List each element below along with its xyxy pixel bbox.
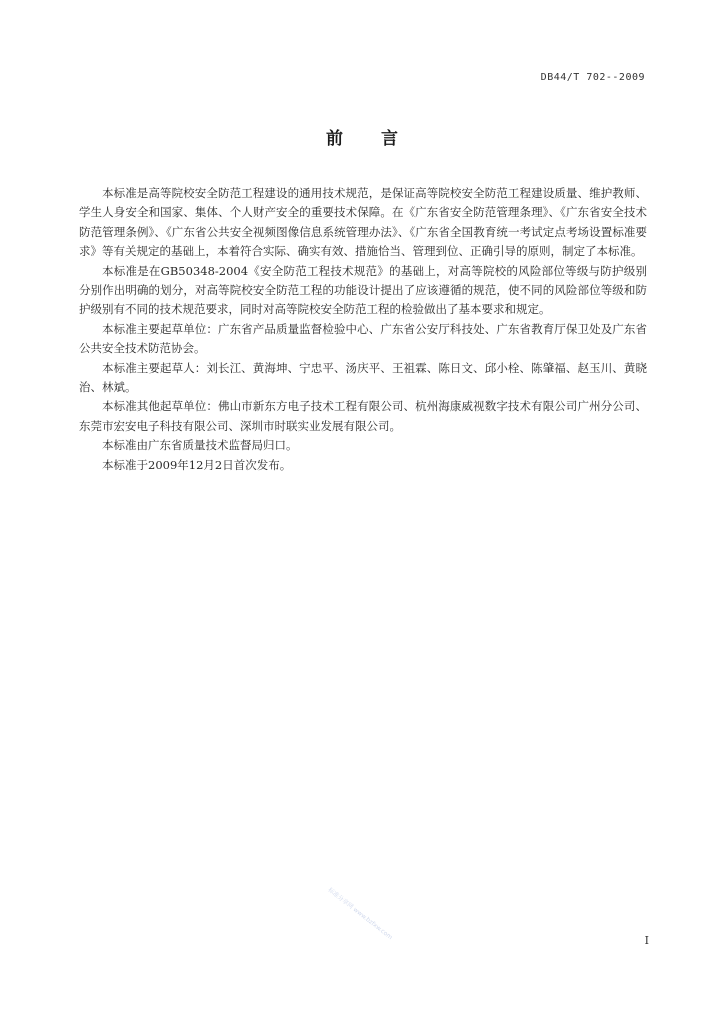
- watermark-stamp: 标准分享网 www.bzfxw.com: [326, 886, 394, 942]
- page-number: I: [644, 934, 649, 947]
- paragraph-purpose: 本标准是高等院校安全防范工程建设的通用技术规范，是保证高等院校安全防范工程建设质量、维护教师、学生人身安全和国家、集体、个人财产安全的重要技术保障。在《广东省安全防范管理条理》、《广东省安全技术防范管理条例》、《广东省公共安全视频图像信息系统管理办法》、《广东省全国教育统一考试定点考场设置标准要求》等有关规定的基础上，本着符合实际、确实有效、措施恰当、管理到位、正确引导的原则，制定了本标准。: [79, 186, 647, 259]
- page-title: 前言: [326, 129, 436, 149]
- foreword-body: [79, 184, 647, 475]
- paragraph-main-authors: 本标准主要起草人：刘长江、黄海坤、宁忠平、汤庆平、王祖霖、陈日文、邱小栓、陈肇福、赵玉川、黄晓治、林斌。: [79, 360, 647, 395]
- paragraph-basis: 本标准是在GB50348-2004《安全防范工程技术规范》的基础上，对高等院校的风险部位等级与防护级别分别作出明确的划分，对高等院校安全防范工程的功能设计提出了应该遵循的规范，使不同的风险部位等级和防护级别有不同的技术规范要求，同时对高等院校安全防范工程的检验做出了基本要求和规定。: [79, 263, 647, 317]
- paragraph-other-drafters: 本标准其他起草单位：佛山市新东方电子技术工程有限公司、杭州海康威视数字技术有限公司广州分公司、东莞市宏安电子科技有限公司、深圳市时联实业发展有限公司。: [79, 399, 647, 433]
- document-code: DB44/T 702--2009: [540, 72, 645, 83]
- paragraph-responsible-body: 本标准由广东省质量技术监督局归口。: [102, 438, 298, 453]
- paragraph-release-date: 本标准于2009年12月2日首次发布。: [102, 457, 292, 472]
- paragraph-main-drafters: 本标准主要起草单位：广东省产品质量监督检验中心、广东省公安厅科技处、广东省教育厅保卫处及广东省公共安全技术防范协会。: [79, 321, 647, 356]
